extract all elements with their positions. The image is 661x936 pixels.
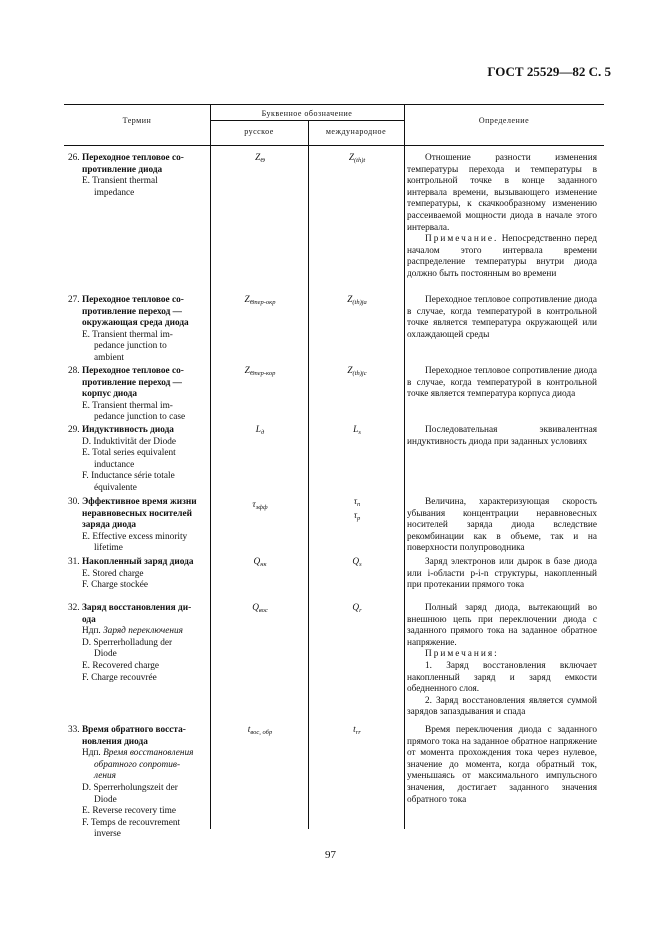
definition-30: Величина, характеризующая скорость убывания концентрации неравновесных носителей заряда диода вследствие рекомбинации как в объеме, так и на поверхности полупроводника xyxy=(407,497,597,554)
ru-symbol-26: $Z_\Theta$ xyxy=(255,153,265,164)
intl-symbol-26: $Z_{(th)t}$ xyxy=(348,153,366,164)
col-divider-3 xyxy=(404,104,405,829)
definition-28: Переходное тепловое сопротивление диода в случае, когда температурой в контрольной точке является температура корпуса диода xyxy=(407,366,597,400)
term-30: 30. Эффективное время жизни неравновесных носителей заряда диода E. Effective excess minority lifetime xyxy=(68,497,197,554)
ru-symbol-30: $\tau_{эфф}$ xyxy=(252,500,268,511)
intl-symbol-27: $Z_{(th)ja}$ xyxy=(347,295,367,306)
ru-symbol-32: $Q_{вос}$ xyxy=(252,603,268,614)
col-header-ru: русское xyxy=(244,127,274,136)
col-divider-2 xyxy=(308,120,309,829)
definition-26: Отношение разности изменения температуры перехода и температуры в контрольной точке в конце заданного интервала времени, вызывающего изменение температуры, к скачкообразному изменению рассеиваемой мощности диода в начале этого интервала. Примечание. Непосредственно перед началом этого интервала времени распределение температуры внутри диода должно быть постоянным во времени xyxy=(407,153,598,279)
term-number: 26. xyxy=(68,153,80,163)
intl-symbol-29: $L_s$ xyxy=(353,425,361,436)
term-29: 29. Индуктивность диода D. Induktivität der Diode E. Total series equivalent inductance F. Inductance série totale équivalente xyxy=(68,425,176,493)
term-32: 32. Заряд восстановления ди- ода Ндп. Заряд переключения D. Sperrerholladung der Diode E. Recovered charge F. Charge recouvrée xyxy=(68,603,192,683)
header-sub-rule xyxy=(210,120,404,121)
ru-symbol-28: $Z_{\Theta пер-кор}$ xyxy=(244,366,276,377)
ru-symbol-29: $L_д$ xyxy=(255,425,265,436)
definition-27: Переходное тепловое сопротивление диода в случае, когда температурой в контрольной точке является температура окружающей или охлаждающей среды xyxy=(407,295,597,340)
col-header-intl: международное xyxy=(325,127,387,136)
term-27: 27. Переходное тепловое со- противление переход — окружающая среда диода E. Transient thermal im- pedance junction to ambient xyxy=(68,295,189,363)
table-header-rule xyxy=(64,145,604,146)
intl-symbol-31: $Q_s$ xyxy=(352,557,362,568)
term-26: 26. Переходное тепловое со- противление диода E. Transient thermal impedance xyxy=(68,153,184,198)
table-top-rule xyxy=(64,104,604,105)
ru-symbol-31: $Q_{нк}$ xyxy=(253,557,267,568)
col-header-letter: Буквенное обозначение xyxy=(261,109,353,118)
col-header-term: Термин xyxy=(122,116,152,125)
term-31: 31. Накопленный заряд диода E. Stored charge F. Charge stockée xyxy=(68,557,194,591)
ru-symbol-33: $t_{вос, обр}$ xyxy=(247,725,273,736)
term-28: 28. Переходное тепловое со- противление переход — корпус диода E. Transient thermal im- pedance junction to case xyxy=(68,366,186,423)
intl-symbol-33: $t_{rr}$ xyxy=(353,725,361,736)
definition-32: Полный заряд диода, вытекающий во внешнюю цепь при переключении диода с заданного прямого тока на заданное обратное напряжение. Примечания: 1. Заряд восстановления включает накопленный заряд и заряд емкости обедненного слоя. 2. Заряд восстановления является суммой зарядов запаздывания и спада xyxy=(407,603,597,718)
intl-symbol-28: $Z_{(th)jc}$ xyxy=(347,366,367,377)
definition-33: Время переключения диода с заданного прямого тока на заданное обратное напряжение от момента прохождения тока через нулевое, значение до момента, когда обратный ток, уменьшаясь от максимального импульсного значения, достигает заданного значения обратного тока xyxy=(407,725,597,805)
ru-symbol-27: $Z_{\Theta пер-окр}$ xyxy=(244,295,276,306)
col-divider-1 xyxy=(210,104,211,829)
term-title: Переходное тепловое со- xyxy=(81,153,184,163)
standard-header: ГОСТ 25529—82 С. 5 xyxy=(487,64,611,79)
intl-symbol-32: $Q_r$ xyxy=(352,603,362,614)
col-header-def: Определение xyxy=(478,116,530,125)
term-33: 33. Время обратного восста- новления диода Ндп. Время восстановления обратного сопротив- ления D. Sperrerholungszeit der Diode E. Reverse recovery time F. Temps de recouvrement inverse xyxy=(68,725,194,840)
definition-29: Последовательная эквивалентная индуктивность диода при заданных условиях xyxy=(407,425,597,447)
term-title: противление диода xyxy=(82,164,163,175)
definition-31: Заряд электронов или дырок в базе диода или i-области p-i-n структуры, накопленный при протекании прямого тока xyxy=(407,557,597,591)
page-number: 97 xyxy=(325,849,336,861)
intl-symbol-30: $\tau_n$ $\tau_p$ xyxy=(353,497,361,522)
